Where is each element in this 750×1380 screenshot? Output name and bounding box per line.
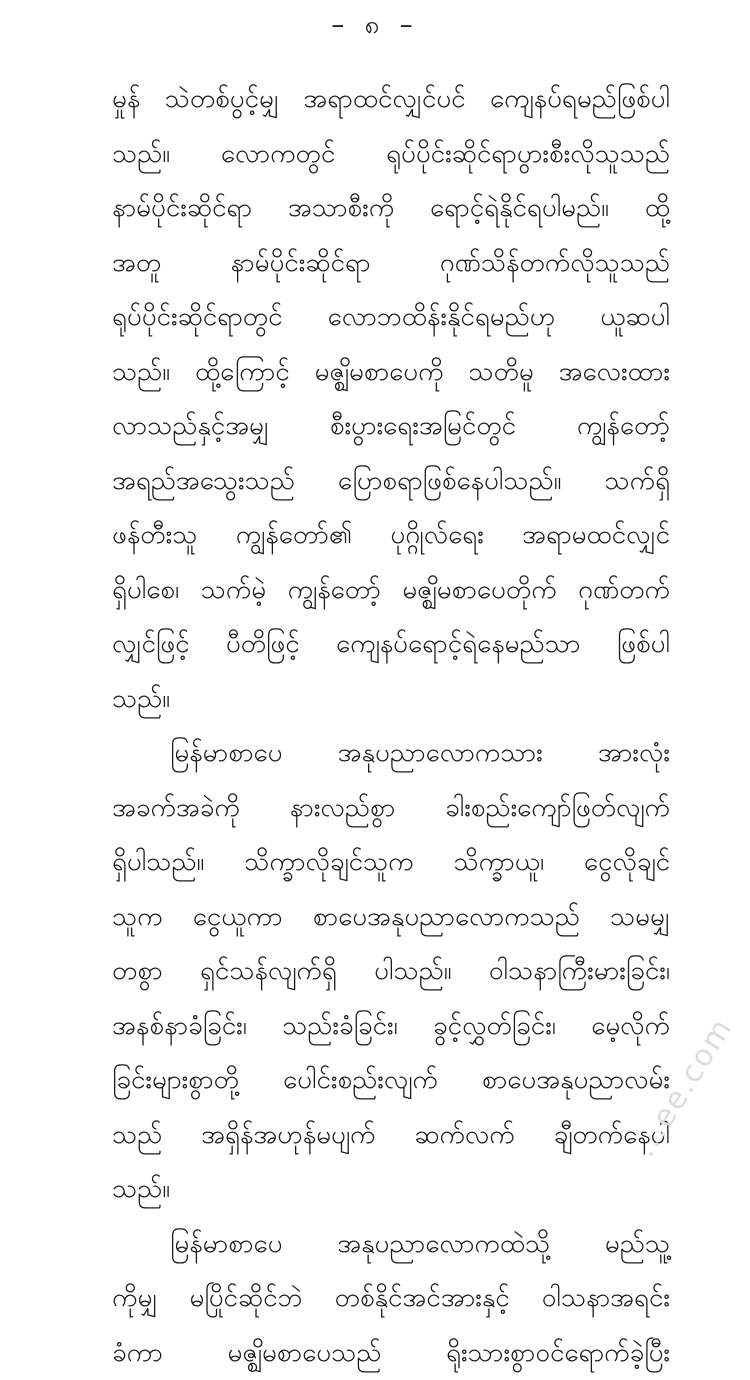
text-line: အနစ်နာခံခြင်း၊ သည်းခံခြင်း၊ ခွင့်လွှတ်ခြင်း၊ မေ့လိုက်	[112, 999, 670, 1054]
text-line: နာမ်ပိုင်းဆိုင်ရာ အသာစီးကို ရောင့်ရဲနိုင်ရပါမည်။ ထို့	[112, 181, 670, 236]
text-line: သူက ငွေယူကာ စာပေအနုပညာလောကသည် သမမျှ	[112, 890, 670, 945]
text-line: မြန်မာစာပေ အနုပညာလောကထဲသို့ မည်သူ့	[112, 1217, 670, 1272]
text-line: တစွာ ရှင်သန်လျက်ရှိ ပါသည်။ ဝါသနာကြီးမားခြင်း၊	[112, 944, 670, 999]
text-line: သည်။ လောကတွင် ရုပ်ပိုင်းဆိုင်ရာပွားစီးလိုသူသည်	[112, 127, 670, 182]
text-line: သည်။	[112, 672, 670, 727]
text-line: အရည်အသွေးသည် ပြောစရာဖြစ်နေပါသည်။ သက်ရှိ	[112, 454, 670, 509]
text-line: သည်။ ထို့ကြောင့် မဇ္ဈိမစာပေကို သတိမူ အလေးထား	[112, 345, 670, 400]
body-text	[112, 72, 670, 1380]
text-line: ဖန်တီးသူ ကျွန်တော်၏ ပုဂ္ဂိုလ်ရေး အရာမထင်လျှင်	[112, 508, 670, 563]
text-line: ခံကာ မဇ္ဈိမစာပေသည် ရိုးသားစွာဝင်ရောက်ခဲ့ပြီး	[112, 1326, 670, 1380]
text-line: လာသည်နှင့်အမျှ စီးပွားရေးအမြင်တွင် ကျွန်တော့်	[112, 399, 670, 454]
text-line: ခြင်းများစွာတို့ ပေါင်းစည်းလျက် စာပေအနုပညာလမ်း	[112, 1053, 670, 1108]
text-line: ရှိပါစေ၊ သက်မဲ့ ကျွန်တော့် မဇ္ဈိမစာပေတိုက် ဂုဏ်တက်	[112, 563, 670, 618]
text-line: ရုပ်ပိုင်းဆိုင်ရာတွင် လောဘထိန်းနိုင်ရမည်ဟု ယူဆပါ	[112, 290, 670, 345]
watermark: ...ee.com	[627, 1011, 740, 1163]
text-line: မြန်မာစာပေ အနုပညာလောကသား အားလုံး	[112, 726, 670, 781]
text-line: သည် အရှိန်အဟုန်မပျက် ဆက်လက် ချီတက်နေပါ	[112, 1108, 670, 1163]
text-line: သည်။	[112, 1162, 670, 1217]
page-number: – ၈ –	[0, 8, 750, 42]
text-line: အတူ နာမ်ပိုင်းဆိုင်ရာ ဂုဏ်သိန်တက်လိုသူသည်	[112, 236, 670, 291]
text-line: အခက်အခဲကို နားလည်စွာ ခါးစည်းကျော်ဖြတ်လျက်	[112, 781, 670, 836]
text-line: မှုန် သဲတစ်ပွင့်မျှ အရာထင်လျှင်ပင် ကျေနပ်ရမည်ဖြစ်ပါ	[112, 72, 670, 127]
text-line: ကိုမျှ မပြိုင်ဆိုင်ဘဲ တစ်နိုင်အင်အားနှင့် ဝါသနာအရင်း	[112, 1271, 670, 1326]
text-line: ရှိပါသည်။ သိက္ခာလိုချင်သူက သိက္ခာယူ၊ ငွေလိုချင်	[112, 835, 670, 890]
text-line: လျှင်ဖြင့် ပီတိဖြင့် ကျေနပ်ရောင့်ရဲနေမည်သာ ဖြစ်ပါ	[112, 617, 670, 672]
